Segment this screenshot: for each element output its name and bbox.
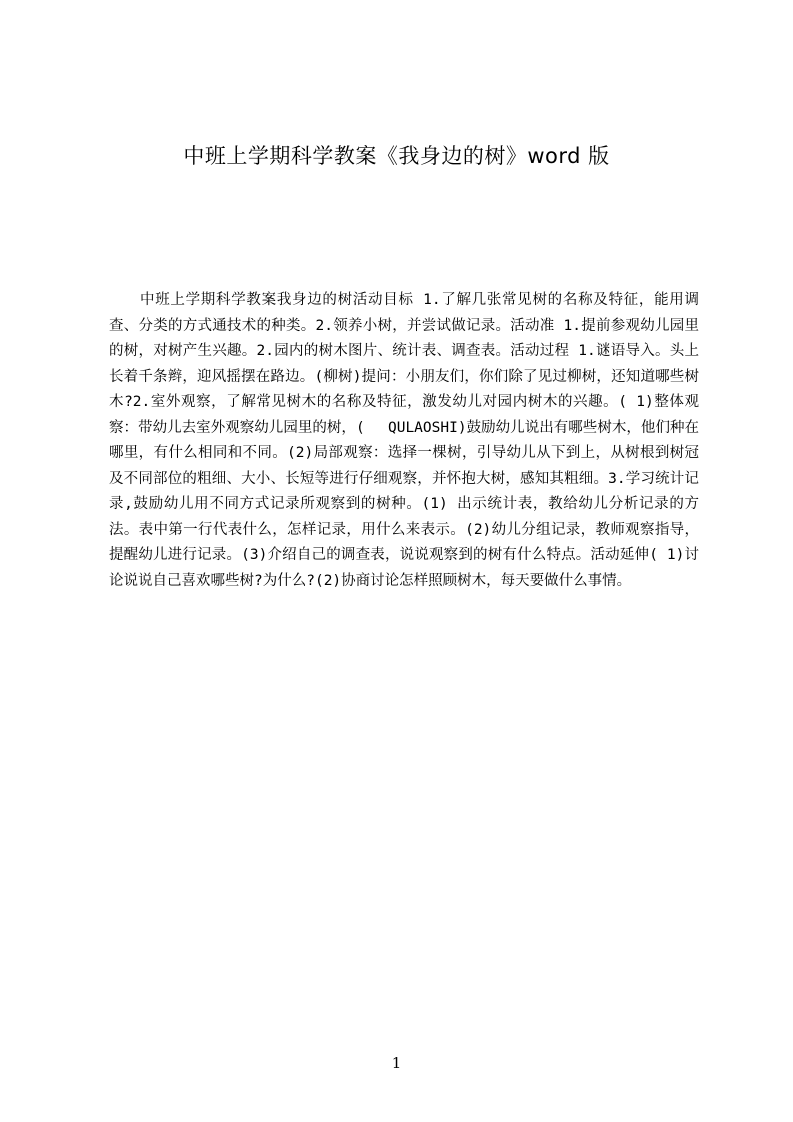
page-number: 1 bbox=[391, 1054, 402, 1072]
document-body-paragraph: 中班上学期科学教案我身边的树活动目标 1.了解几张常见树的名称及特征，能用调查、分类的方式通技术的种类。2.领养小树，并尝试做记录。活动准 1.提前参观幼儿园里的树，对树产生兴趣。2.园内的树木图片、统计表、调查表。活动过程 1.谜语导入。头上长着千条辫，迎风摇摆在路边。(柳树)提问：小朋友们，你们除了见过柳树，还知道哪些树木?2.室外观察，了解常见树木的名称及特征，激发幼儿对园内树木的兴趣。( 1)整体观察：带幼儿去室外观察幼儿园里的树，( QULAOSHI)鼓励幼儿说出有哪些树木，他们种在哪里，有什么相同和不同。(2)局部观察：选择一棵树，引导幼儿从下到上，从树根到树冠及不同部位的粗细、大小、长短等进行仔细观察，并怀抱大树，感知其粗细。3.学习统计记录,鼓励幼儿用不同方式记录所观察到的树种。(1) 出示统计表，教给幼儿分析记录的方法。表中第一行代表什么，怎样记录，用什么来表示。(2)幼儿分组记录，教师观察指导，提醒幼儿进行记录。(3)介绍自己的调查表，说说观察到的树有什么特点。活动延伸( 1)讨论说说自己喜欢哪些树?为什么?(2)协商讨论怎样照顾树木，每天要做什么事情。 bbox=[109, 292, 699, 589]
document-title: 中班上学期科学教案《我身边的树》word 版 bbox=[183, 144, 610, 168]
